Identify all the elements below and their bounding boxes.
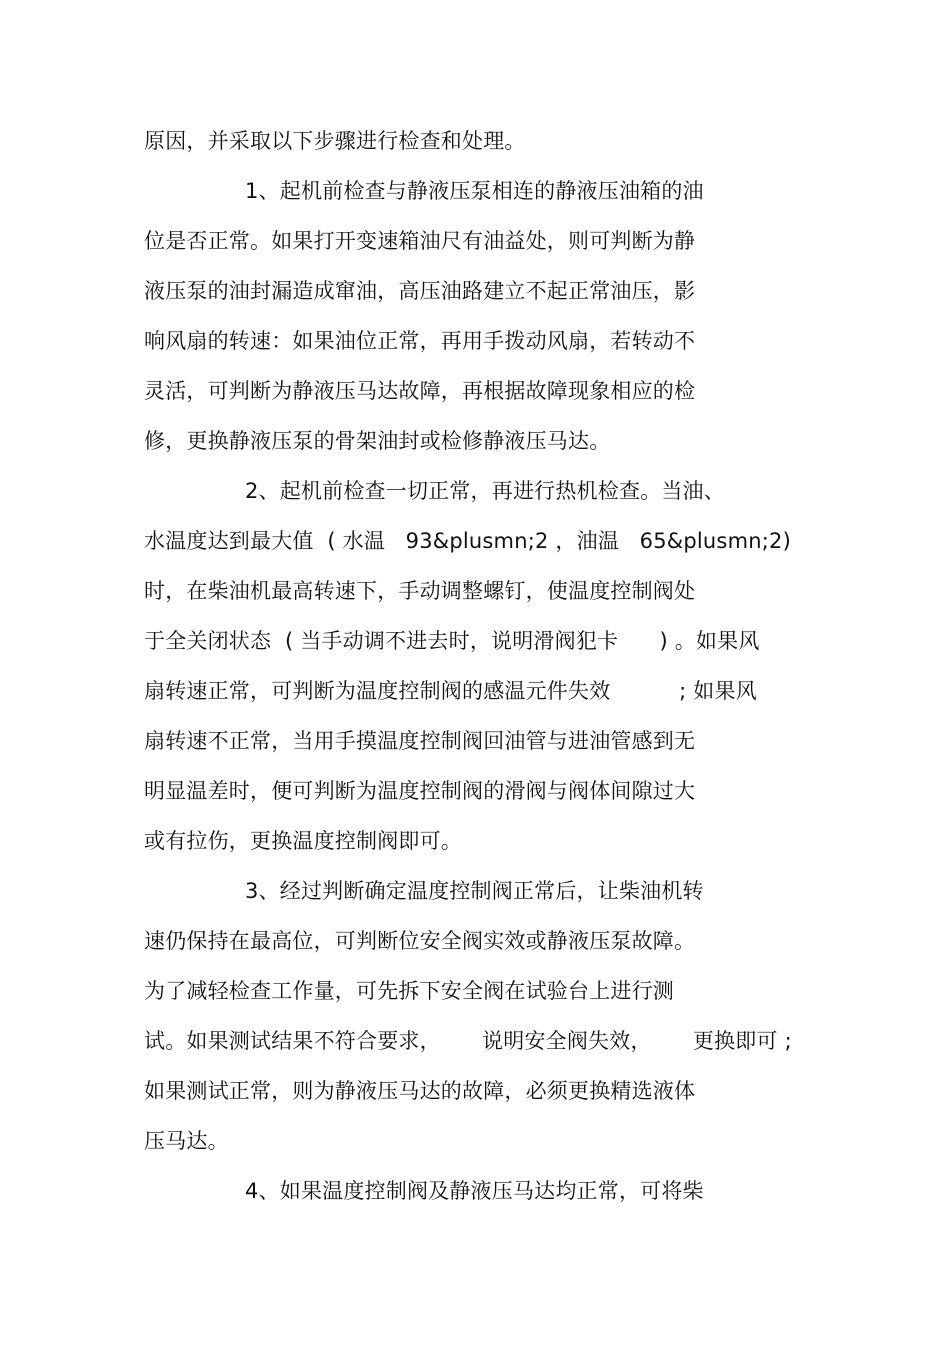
text-line: 2、起机前检查一切正常，再进行热机检查。当油、 [245,479,725,503]
text-line: 明显温差时，便可判断为温度控制阀的滑阀与阀体间隙过大 [144,779,696,803]
text-line: 原因，并采取以下步骤进行检查和处理。 [144,129,526,153]
text-line: 于全关闭状态 ( 当手动调不进去时，说明滑阀犯卡 ) 。如果风 [144,629,760,653]
text-line: 扇转速正常，可判断为温度控制阀的感温元件失效 ; 如果风 [144,679,757,703]
text-line: 3、经过判断确定温度控制阀正常后，让柴油机转 [245,879,704,903]
text-line: 4、如果温度控制阀及静液压马达均正常，可将柴 [245,1179,704,1203]
text-line: 或有拉伤，更换温度控制阀即可。 [144,829,462,853]
text-line: 速仍保持在最高位，可判断位安全阀实效或静液压泵故障。 [144,929,696,953]
text-line: 灵活，可判断为静液压马达故障，再根据故障现象相应的检 [144,379,696,403]
text-line: 1、起机前检查与静液压泵相连的静液压油箱的油 [245,179,704,203]
text-line: 位是否正常。如果打开变速箱油尺有油益处，则可判断为静 [144,229,696,253]
text-line: 压马达。 [144,1129,229,1153]
text-line: 试。如果测试结果不符合要求， 说明安全阀失效， 更换即可 ; [144,1029,792,1053]
text-line: 响风扇的转速：如果油位正常，再用手拨动风扇，若转动不 [144,329,696,353]
text-line: 时，在柴油机最高转速下，手动调整螺钉，使温度控制阀处 [144,579,696,603]
text-line: 如果测试正常，则为静液压马达的故障，必须更换精选液体 [144,1079,696,1103]
text-line: 修，更换静液压泵的骨架油封或检修静液压马达。 [144,429,611,453]
text-line: 为了减轻检查工作量，可先拆下安全阀在试验台上进行测 [144,979,674,1003]
text-line: 扇转速不正常，当用手摸温度控制阀回油管与进油管感到无 [144,729,696,753]
text-line: 水温度达到最大值 ( 水温 93&plusmn;2 ，油温 65&plusmn;2) [144,529,791,553]
text-line: 液压泵的油封漏造成窜油，高压油路建立不起正常油压，影 [144,279,696,303]
